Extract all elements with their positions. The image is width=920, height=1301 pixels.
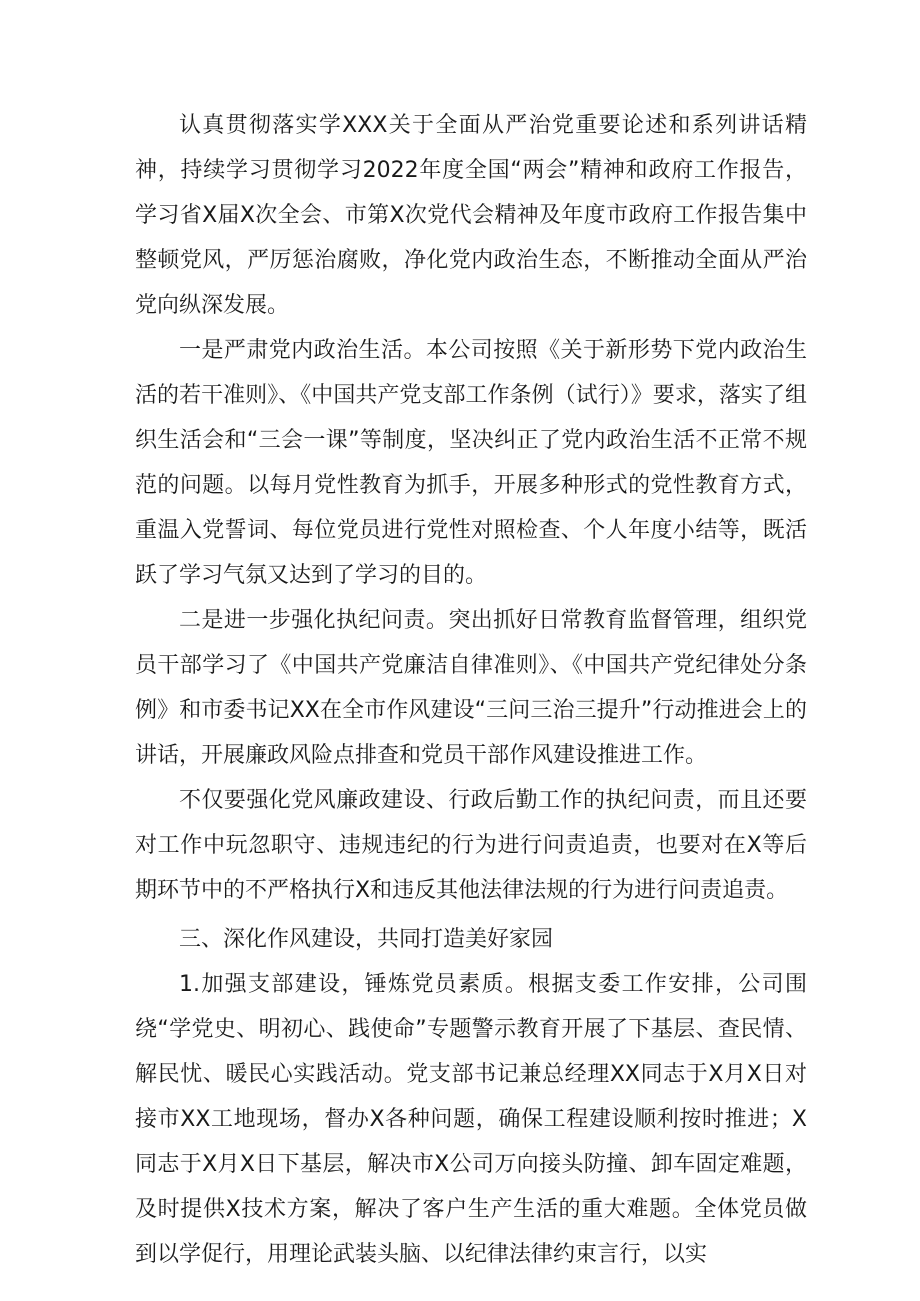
paragraph-discipline-accountability: 二是进一步强化执纪问责。突出抓好日常教育监督管理，组织党员干部学习了《中国共产党廉洁自律准则》、《中国共产党纪律处分条例》和市委书记XX在全市作风建设“三问三治三提升”行动推进会上的讲话，开展廉政风险点排查和党员干部作风建设推进工作。 [135,608,807,768]
document-body [135,103,807,1277]
paragraph-branch-building: 1.加强支部建设，锤炼党员素质。根据支委工作安排，公司围绕“学党史、明初心、践使命”专题警示教育开展了下基层、查民情、解民忧、暖民心实践活动。党支部书记兼总经理XX同志于X月X日对接市XX工地现场，督办X各种问题，确保工程建设顺利按时推进；X同志于X月X日下基层，解决市X公司万向接头防撞、卸车固定难题，及时提供X技术方案，解决了客户生产生活的重大难题。全体党员做到以学促行，用理论武装头脑、以纪律法律约束言行，以实 [135,972,807,1267]
paragraph-accountability-scope: 不仅要强化党风廉政建设、行政后勤工作的执纪问责，而且还要对工作中玩忽职守、违规违纪的行为进行问责追责，也要对在X等后期环节中的不严格执行X和违反其他法律法规的行为进行问责追责。 [135,788,807,903]
section-heading-work-style: 三、深化作风建设，共同打造美好家园 [179,927,554,952]
paragraph-intro: 认真贯彻落实学XXX关于全面从严治党重要论述和系列讲话精神，持续学习贯彻学习2022年度全国“两会”精神和政府工作报告，学习省X届X次全会、市第X次党代会精神及年度市政府工作报告集中整顿党风，严厉惩治腐败，净化党内政治生态，不断推动全面从严治党向纵深发展。 [135,113,807,318]
paragraph-political-life: 一是严肃党内政治生活。本公司按照《关于新形势下党内政治生活的若干准则》、《中国共产党支部工作条例（试行）》要求，落实了组织生活会和“三会一课”等制度，坚决纠正了党内政治生活不正常不规范的问题。以每月党性教育为抓手，开展多种形式的党性教育方式，重温入党誓词、每位党员进行党性对照检查、个人年度小结等，既活跃了学习气氛又达到了学习的目的。 [135,338,807,588]
